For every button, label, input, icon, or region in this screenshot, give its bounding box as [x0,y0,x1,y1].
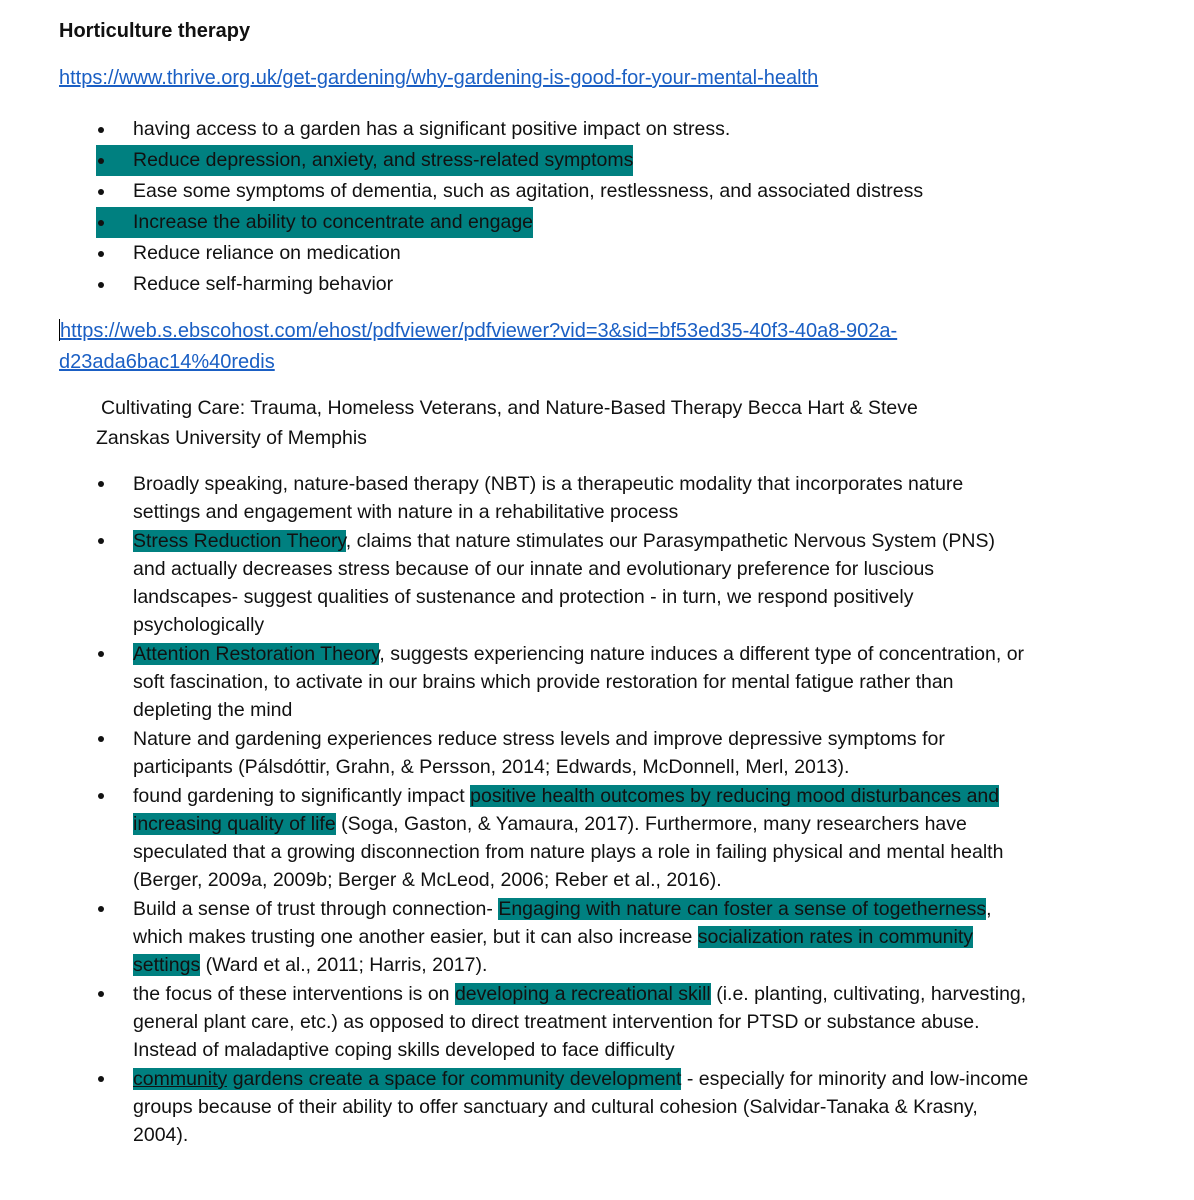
nbt-notes-list [96,470,1031,1150]
list-item: Stress Reduction Theory, claims that nature stimulates our Parasympathetic Nervous System (PNS) and actually decreases stress because of our innate and evolutionary preference for luscious landscapes- suggest qualities of sustenance and protection - in turn, we respond positively psychologically [133,530,995,636]
list-item: community gardens create a space for community development - especially for minority and low-income groups because of their ability to offer sanctuary and cultural cohesion (Salvidar-Tanaka & Krasny, 2004). [133,1068,1029,1146]
highlight-text-underlined: community [133,1068,228,1090]
list-item: Broadly speaking, nature-based therapy (NBT) is a therapeutic modality that incorporates nature settings and engagement with nature in a rehabilitative process [133,473,964,523]
list-item: Build a sense of trust through connection- Engaging with nature can foster a sense of togetherness, which makes trusting one another easier, but it can also increase socialization rates in community settings (Ward et al., 2011; Harris, 2017). [133,898,992,976]
highlight-text: Attention Restoration Theory [133,643,380,665]
highlight-text: positive health outcomes by reducing mood disturbances and increasing quality of life [133,785,1000,835]
document-title: Horticulture therapy [59,20,251,42]
list-item: Attention Restoration Theory, suggests experiencing nature induces a different type of concentration, or soft fascination, to activate in our brains which provide restoration for mental fatigue rather than depleting the mind [133,643,1025,721]
thrive-link[interactable]: https://www.thrive.org.uk/get-gardening/why-gardening-is-good-for-your-mental-health [59,67,819,89]
ebsco-link-line1[interactable]: https://web.s.ebscohost.com/ehost/pdfviewer/pdfviewer?vid=3&sid=bf53ed35-40f3-40a8-902a- [60,320,898,342]
highlight-text: developing a recreational skill [454,983,711,1005]
highlight-text: gardens create a space for community development [227,1068,682,1090]
ebsco-link-line2[interactable]: d23ada6bac14%40redis [59,351,275,373]
ebsco-link-block [59,316,999,378]
benefits-list [96,114,996,300]
list-item: Nature and gardening experiences reduce stress levels and improve depressive symptoms for participants (Pálsdóttir, Grahn, & Persson, 2014; Edwards, McDonnell, Merl, 2013). [133,728,945,778]
highlight-text: socialization rates in community settings [133,926,974,976]
list-item-highlighted: Increase the ability to concentrate and engage [96,207,533,238]
list-item: having access to a garden has a significant positive impact on stress. [133,118,731,140]
list-item: Reduce reliance on medication [133,242,401,264]
list-item: the focus of these interventions is on developing a recreational skill (i.e. planting, cultivating, harvesting, general plant care, etc.) as opposed to direct treatment intervention for PTSD or substance abuse. Instead of maladaptive coping skills developed to face difficulty [133,983,1027,1061]
list-item: Reduce self-harming behavior [133,273,394,295]
source-citation: Cultivating Care: Trauma, Homeless Veterans, and Nature-Based Therapy Becca Hart & Steve Zanskas University of Memphis [96,397,918,449]
list-item: Ease some symptoms of dementia, such as agitation, restlessness, and associated distress [133,180,924,202]
highlight-text: Stress Reduction Theory [133,530,346,552]
list-item: found gardening to significantly impact positive health outcomes by reducing mood disturbances and increasing quality of life (Soga, Gaston, & Yamaura, 2017). Furthermore, many researchers have speculated that a growing disconnection from nature plays a role in failing physical and mental health (Berger, 2009a, 2009b; Berger & McLeod, 2006; Reber et al., 2016). [133,785,1004,891]
list-item-highlighted: Reduce depression, anxiety, and stress-related symptoms [96,145,633,176]
highlight-text: Engaging with nature can foster a sense of togetherness [498,898,987,920]
